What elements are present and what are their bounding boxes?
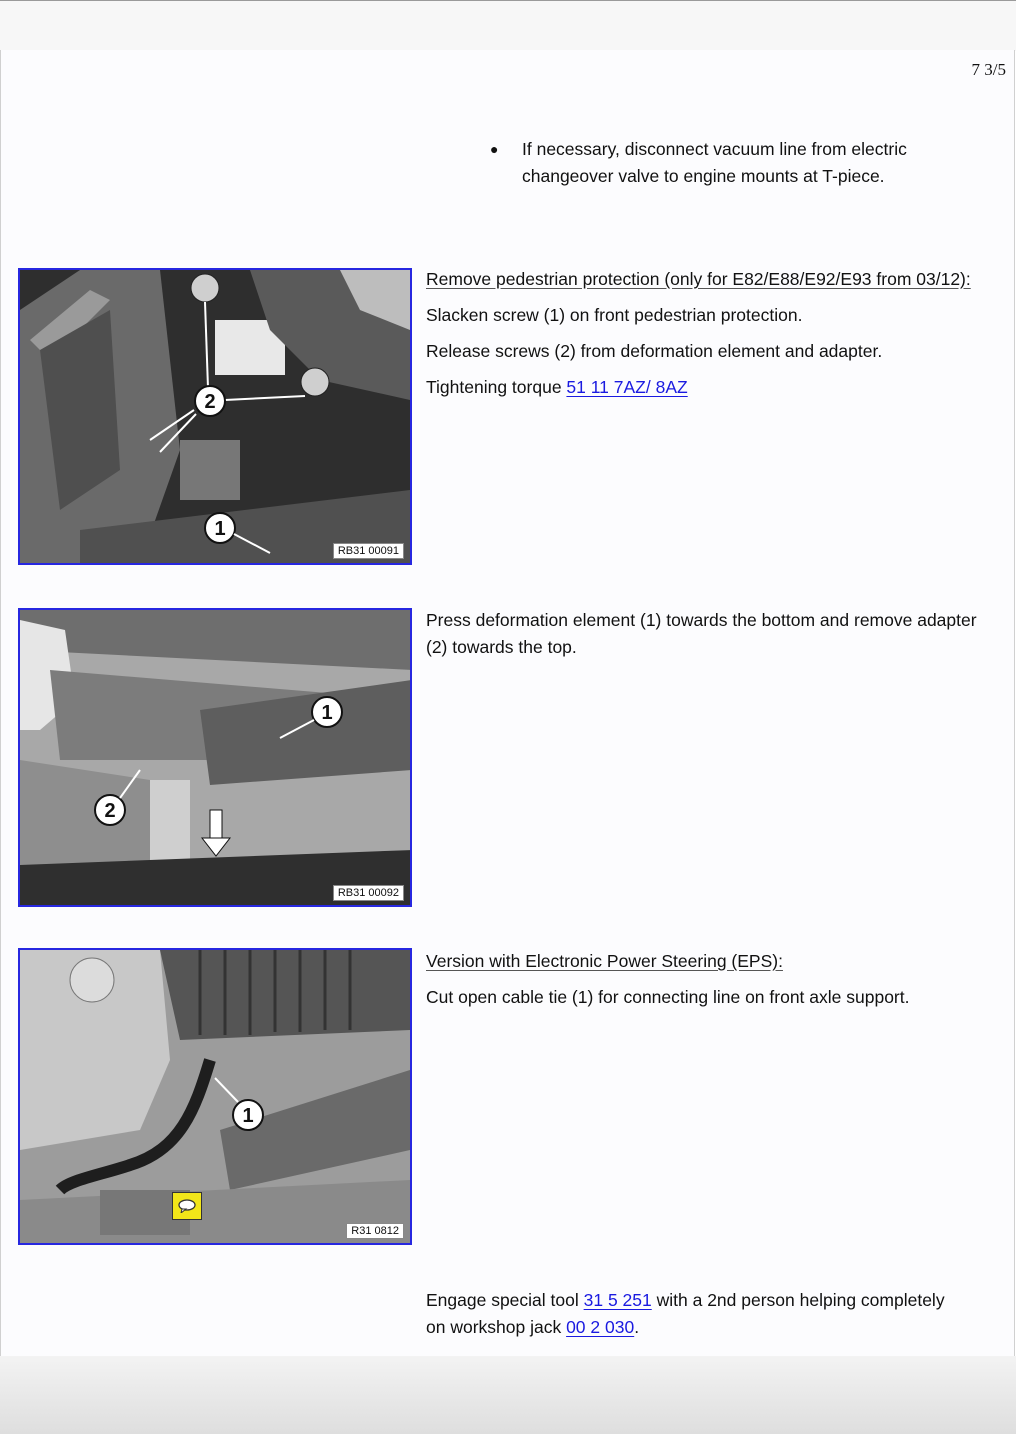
bullet-text: If necessary, disconnect vacuum line from electric changeover valve to engine mounts at T-piece. — [522, 139, 907, 186]
figure-3-callout-1: 1 — [242, 1105, 254, 1127]
torque-spec-link[interactable]: 51 11 7AZ/ 8AZ — [566, 377, 688, 397]
figure-1-code: RB31 00091 — [333, 543, 404, 559]
figure-1-callout-1: 1 — [214, 518, 226, 540]
section-2-text: Press deformation element (1) towards the bottom and remove adapter (2) towards the top. — [426, 610, 977, 657]
bullet-item — [490, 136, 970, 190]
section-4-prefix: Engage special tool — [426, 1290, 584, 1310]
section-4-middle: with a 2nd person helping completely on workshop jack — [426, 1290, 945, 1337]
figure-2-code: RB31 00092 — [333, 885, 404, 901]
figure-2-callout-1: 1 — [321, 702, 333, 724]
figure-3-code: R31 0812 — [346, 1223, 404, 1239]
section-4-text — [426, 1287, 966, 1341]
figure-deformation-element — [18, 608, 412, 907]
bullet-dot-icon: ● — [490, 141, 499, 157]
figure-2-image — [20, 610, 412, 905]
section-4-suffix: . — [634, 1317, 640, 1337]
viewer-top-bar — [0, 0, 1016, 51]
viewer-bottom-bar — [0, 1356, 1016, 1434]
figure-1-image — [20, 270, 410, 563]
page-number: 7 3/5 — [971, 60, 1006, 79]
speech-bubble-icon[interactable] — [172, 1192, 202, 1220]
section-3-text — [426, 948, 986, 1020]
figure-2-callout-2: 2 — [104, 800, 116, 822]
figure-3-image — [20, 950, 410, 1243]
section-3-heading: Version with Electronic Power Steering (EPS): — [426, 951, 783, 971]
special-tool-link[interactable]: 31 5 251 — [583, 1290, 652, 1310]
figure-1-callout-2: 2 — [204, 391, 216, 413]
section-3-line-1: Cut open cable tie (1) for connecting line on front axle support. — [426, 987, 910, 1007]
section-1-line-1: Slacken screw (1) on front pedestrian protection. — [426, 305, 803, 325]
section-1-line-2: Release screws (2) from deformation element and adapter. — [426, 341, 883, 361]
section-1-torque — [426, 374, 986, 401]
torque-label: Tightening torque — [426, 377, 567, 397]
section-1-heading: Remove pedestrian protection (only for E82/E88/E92/E93 from 03/12): — [426, 269, 971, 289]
section-1-text — [426, 266, 986, 410]
figure-pedestrian-protection — [18, 268, 412, 565]
workshop-jack-link[interactable]: 00 2 030 — [566, 1317, 635, 1337]
figure-eps-cable-tie — [18, 948, 412, 1245]
